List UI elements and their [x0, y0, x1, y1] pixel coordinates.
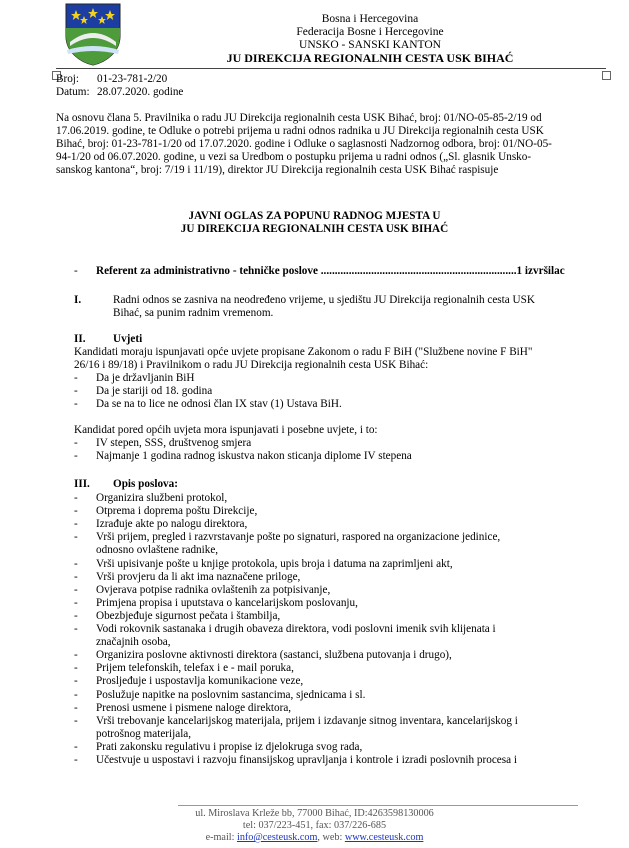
- special-intro: Kandidat pored općih uvjeta mora ispunjavati i posebne uvjete, i to:: [74, 424, 378, 436]
- list-dash: -: [74, 531, 78, 544]
- oglas-title: JU DIREKCIJA REGIONALNIH CESTA USK BIHAĆ: [180, 223, 449, 235]
- section-2-intro: 26/16 i 89/18) i Pravilnikom o radu JU Direkcija regionalnih cesta USK Bihać:: [74, 359, 429, 371]
- list-dash: -: [74, 437, 78, 449]
- margin-marker-right: [602, 71, 611, 80]
- broj-label: Broj:: [56, 73, 79, 85]
- list-dash: -: [74, 675, 78, 688]
- section-1-text: Bihać, sa punim radnim vremenom.: [113, 307, 274, 319]
- footer-email-link[interactable]: info@cesteusk.com: [236, 832, 318, 843]
- list-dash: -: [74, 701, 78, 714]
- footer-web-label: , web:: [317, 832, 345, 843]
- list-dash: -: [74, 505, 78, 518]
- intro-line: Bihać, broj: 01-23-781-1/20 od 17.07.2020. godine i Odluke o saglasnosti Nadzornog odbora, broj: 01/NO-05-: [56, 138, 552, 150]
- duty-item: Izrađuje akte po nalogu direktora,: [96, 518, 248, 531]
- section-2-title: Uvjeti: [113, 333, 143, 345]
- list-item: Da se na to lice ne odnosi član IX stav (1) Ustava BiH.: [96, 398, 342, 410]
- list-item: Najmanje 1 godina radnog iskustva nakon sticanja diplome IV stepena: [96, 450, 412, 462]
- datum-label: Datum:: [56, 86, 90, 98]
- intro-line: 94-1/20 od 06.07.2020. godine, u vezi sa Uredbom o postupku prijema u radni odnos („Sl. glasnik Unsko-: [56, 151, 532, 163]
- datum-value: 28.07.2020. godine: [97, 86, 184, 98]
- section-1-number: I.: [74, 294, 82, 306]
- duty-item: Učestvuje u uspostavi i razvoju finansijskog upravljanja i kontrole i izradi poslovnih procesa i: [96, 754, 517, 766]
- list-dash: -: [74, 623, 78, 635]
- list-dash: -: [74, 385, 78, 397]
- coat-of-arms-icon: [62, 2, 124, 66]
- oglas-title: JAVNI OGLAS ZA POPUNU RADNOG MJESTA U: [188, 210, 441, 222]
- header-institution: JU DIREKCIJA REGIONALNIH CESTA USK BIHAĆ: [226, 51, 514, 65]
- duty-item: Prenosi usmene i pismene naloge direktora,: [96, 701, 292, 714]
- list-dash: -: [74, 740, 78, 753]
- list-item: IV stepen, SSS, društvenog smjera: [96, 437, 252, 449]
- duty-item: potrošnog materijala,: [96, 727, 192, 740]
- duty-item: Ovjerava potpise radnika ovlaštenih za potpisivanje,: [96, 583, 331, 596]
- intro-line: 17.06.2019. godine, te Odluke o potrebi prijema u radni odnos radnika u JU Direkcija regionalnih cesta USK: [56, 125, 544, 137]
- list-dash: -: [74, 649, 78, 662]
- list-dash: -: [74, 688, 78, 701]
- duty-item: Prosljeđuje i uspostavlja komunikacione veze,: [96, 675, 304, 688]
- position-dash: -: [74, 265, 78, 277]
- list-dash: -: [74, 557, 78, 570]
- footer-divider: [178, 805, 578, 806]
- duty-item: Vrši upisivanje pošte u knjige protokola, upis broja i datuma na zaprimljeni akt,: [96, 557, 453, 570]
- list-dash: -: [74, 596, 78, 609]
- duty-item: Vrši trebovanje kancelarijskog materijala, prijem i izdavanje sitnog inventara, kancelarijskog i: [96, 714, 518, 727]
- header-canton: UNSKO - SANSKI KANTON: [299, 39, 441, 51]
- list-dash: -: [74, 662, 78, 675]
- section-2-number: II.: [74, 333, 86, 345]
- header-federation: Federacija Bosne i Hercegovine: [296, 26, 444, 38]
- list-dash: -: [74, 609, 78, 622]
- header-divider: [56, 68, 606, 69]
- list-dash: -: [74, 754, 78, 766]
- duty-item: Obezbjeđuje sigurnost pečata i štambilja,: [96, 609, 281, 622]
- footer-address: ul. Miroslava Krleže bb, 77000 Bihać, ID:4263598130006: [195, 808, 434, 819]
- footer-contact: [0, 832, 629, 844]
- list-item: Da je državljanin BiH: [96, 372, 195, 384]
- section-3-title: Opis poslova:: [113, 478, 178, 490]
- list-dash: -: [74, 570, 78, 583]
- intro-line: Na osnovu člana 5. Pravilnika o radu JU Direkcija regionalnih cesta USK Bihać, broj: 01/NO-05-85-2/19 od: [56, 112, 542, 124]
- duty-item: odnosno ovlaštene radnike,: [96, 544, 219, 557]
- duty-item: Primjena propisa i uputstava o kancelarijskom poslovanju,: [96, 596, 358, 609]
- section-3-number: III.: [74, 478, 90, 490]
- duty-item: Otprema i doprema poštu Direkcije,: [96, 505, 258, 518]
- duty-item: Vrši provjeru da li akt ima naznačene priloge,: [96, 570, 301, 583]
- list-dash: -: [74, 583, 78, 596]
- duty-item: Vodi rokovnik sastanaka i drugih obaveza direktora, vodi poslovni imenik svih klijenata i: [96, 623, 496, 635]
- duty-item: Prijem telefonskih, telefax i e - mail poruka,: [96, 662, 294, 675]
- footer-email-label: e-mail:: [205, 832, 237, 843]
- intro-line: sanskog kantona“, broj: 7/19 i 11/19), direktor JU Direkcija regionalnih cesta USK Bihać raspisuje: [56, 164, 499, 176]
- list-dash: -: [74, 372, 78, 384]
- footer-phone: tel: 037/223-451, fax: 037/226-685: [242, 820, 387, 831]
- list-dash: -: [74, 518, 78, 531]
- duty-item: Organizira poslovne aktivnosti direktora (sastanci, službena putovanja i drugo),: [96, 649, 452, 662]
- list-dash: -: [74, 714, 78, 727]
- section-2-intro: Kandidati moraju ispunjavati opće uvjete propisane Zakonom o radu F BiH ("Službene novine F BiH": [74, 346, 533, 358]
- list-dash: -: [74, 398, 78, 410]
- footer-web-link[interactable]: www.cesteusk.com: [344, 832, 424, 843]
- list-dash: -: [74, 450, 78, 462]
- duty-item: značajnih osoba,: [96, 636, 171, 649]
- duty-item: Prati zakonsku regulativu i propise iz djelokruga svog rada,: [96, 740, 363, 753]
- section-1-text: Radni odnos se zasniva na neodređeno vrijeme, u sjedištu JU Direkcija regionalnih cesta USK: [113, 294, 535, 306]
- list-dash: -: [74, 492, 78, 504]
- duty-item: Poslužuje napitke na poslovnim sastancima, sjednicama i sl.: [96, 688, 366, 701]
- duty-item: Vrši prijem, pregled i razvrstavanje pošte po signaturi, raspored na organizacione jedinice,: [96, 531, 501, 544]
- broj-value: 01-23-781-2/20: [97, 73, 168, 85]
- header-country: Bosna i Hercegovina: [321, 13, 419, 25]
- duty-item: Organizira službeni protokol,: [96, 492, 228, 504]
- position-title: Referent za administrativno - tehničke poslove ......................................................................1 izvršilac: [96, 265, 565, 277]
- list-item: Da je stariji od 18. godina: [96, 385, 213, 397]
